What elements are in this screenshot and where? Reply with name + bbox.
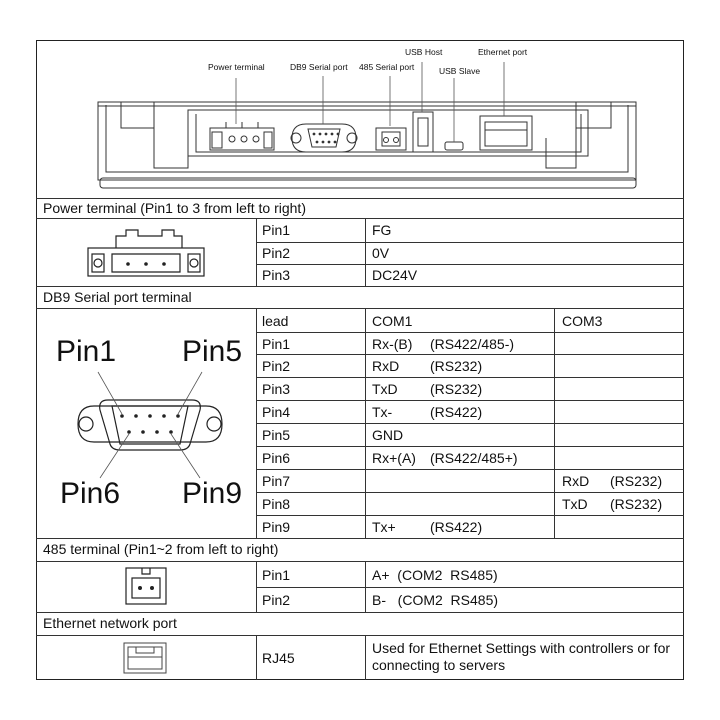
ethernet-port-description: Used for Ethernet Settings with controllers or for connecting to servers	[372, 640, 671, 673]
usb-slave-drawing	[445, 142, 463, 150]
db9-com3-signal: TxD	[562, 496, 588, 512]
divider	[256, 308, 257, 538]
power-terminal-icon	[86, 228, 206, 280]
divider	[256, 218, 257, 286]
db9-header-com3: COM3	[562, 313, 603, 329]
db9-com1-signal: GND	[372, 427, 404, 443]
power-pin-label: Pin3	[262, 267, 291, 283]
power-pin-label: Pin2	[262, 245, 291, 261]
divider	[256, 423, 684, 424]
power-section-title: Power terminal (Pin1 to 3 from left to right)	[43, 200, 306, 216]
divider	[256, 635, 257, 680]
rs485-serial-port-label: 485 Serial port	[359, 62, 415, 72]
db9-figure-pin6: Pin6	[60, 477, 121, 510]
divider	[256, 446, 684, 447]
divider	[256, 492, 684, 493]
db9-pin-label: Pin9	[262, 519, 291, 535]
divider	[256, 515, 684, 516]
rs485-port-drawing	[376, 128, 406, 150]
divider	[554, 308, 555, 538]
rs485-pin-label: Pin1	[262, 567, 291, 583]
divider	[256, 377, 684, 378]
power-terminal-drawing	[210, 122, 274, 150]
db9-com1-signal: Rx+(A)	[372, 450, 416, 466]
db9-header-com1: COM1	[372, 313, 413, 329]
ethernet-port-drawing	[480, 116, 532, 150]
divider	[256, 561, 257, 612]
divider	[256, 400, 684, 401]
divider	[365, 635, 366, 680]
divider	[256, 332, 684, 333]
db9-figure-pin1: Pin1	[56, 335, 117, 368]
power-pin-value: 0V	[372, 245, 390, 261]
db9-com1-signal: Rx-(B)	[372, 336, 413, 352]
db9-com3-signal: RxD	[562, 473, 590, 489]
power-pin-value: DC24V	[372, 267, 418, 283]
rs485-section-title: 485 terminal (Pin1~2 from left to right)	[43, 541, 279, 557]
divider	[256, 264, 684, 265]
divider	[365, 308, 366, 538]
divider	[256, 354, 684, 355]
db9-com1-mode: (RS422/485+)	[430, 450, 518, 466]
db9-figure-pin9: Pin9	[182, 477, 243, 510]
divider	[36, 612, 684, 613]
divider	[36, 308, 684, 309]
power-terminal-label: Power terminal	[208, 62, 265, 72]
db9-com1-mode: (RS422)	[430, 404, 483, 420]
db9-port-drawing	[291, 124, 357, 152]
ethernet-section-title: Ethernet network port	[43, 615, 177, 631]
divider	[36, 218, 684, 219]
divider	[365, 218, 366, 286]
db9-com1-mode: (RS422)	[430, 519, 483, 535]
rs485-pin-value: B- (COM2 RS485)	[372, 592, 499, 608]
db9-pin-label: Pin4	[262, 404, 291, 420]
divider	[256, 587, 684, 588]
rs485-terminal-icon	[124, 566, 168, 606]
db9-figure-pin5: Pin5	[182, 335, 243, 368]
divider	[36, 286, 684, 287]
db9-section-title: DB9 Serial port terminal	[43, 289, 192, 305]
divider	[256, 469, 684, 470]
db9-serial-port-label: DB9 Serial port	[290, 62, 348, 72]
db9-pin-label: Pin2	[262, 358, 291, 374]
db9-com3-mode: (RS232)	[610, 496, 663, 512]
usb-slave-label: USB Slave	[439, 66, 481, 76]
rs485-pin-value: A+ (COM2 RS485)	[372, 567, 498, 583]
divider	[36, 561, 684, 562]
divider	[36, 635, 684, 636]
usb-host-drawing	[413, 112, 433, 152]
db9-pin-label: Pin6	[262, 450, 291, 466]
power-pin-label: Pin1	[262, 222, 291, 238]
db9-pin-label: Pin8	[262, 496, 291, 512]
db9-pin-label: Pin7	[262, 473, 291, 489]
db9-com3-mode: (RS232)	[610, 473, 663, 489]
ethernet-port-label: Ethernet port	[478, 47, 528, 57]
db9-header-lead: lead	[262, 313, 289, 329]
power-pin-value: FG	[372, 222, 392, 238]
db9-com1-signal: Tx-	[372, 404, 393, 420]
divider	[256, 242, 684, 243]
rs485-pin-label: Pin2	[262, 592, 291, 608]
db9-com1-signal: TxD	[372, 381, 398, 397]
db9-com1-signal: RxD	[372, 358, 400, 374]
db9-com1-mode: (RS422/485-)	[430, 336, 515, 352]
db9-com1-mode: (RS232)	[430, 381, 483, 397]
db9-connector-icon	[70, 370, 230, 480]
rj45-port-icon	[122, 641, 168, 675]
db9-pin-label: Pin5	[262, 427, 291, 443]
ethernet-port-type: RJ45	[262, 650, 295, 666]
db9-com1-signal: Tx+	[372, 519, 396, 535]
db9-pin-label: Pin1	[262, 336, 291, 352]
divider	[365, 561, 366, 612]
usb-host-label: USB Host	[405, 47, 443, 57]
db9-com1-mode: (RS232)	[430, 358, 483, 374]
divider	[36, 538, 684, 539]
db9-pin-label: Pin3	[262, 381, 291, 397]
